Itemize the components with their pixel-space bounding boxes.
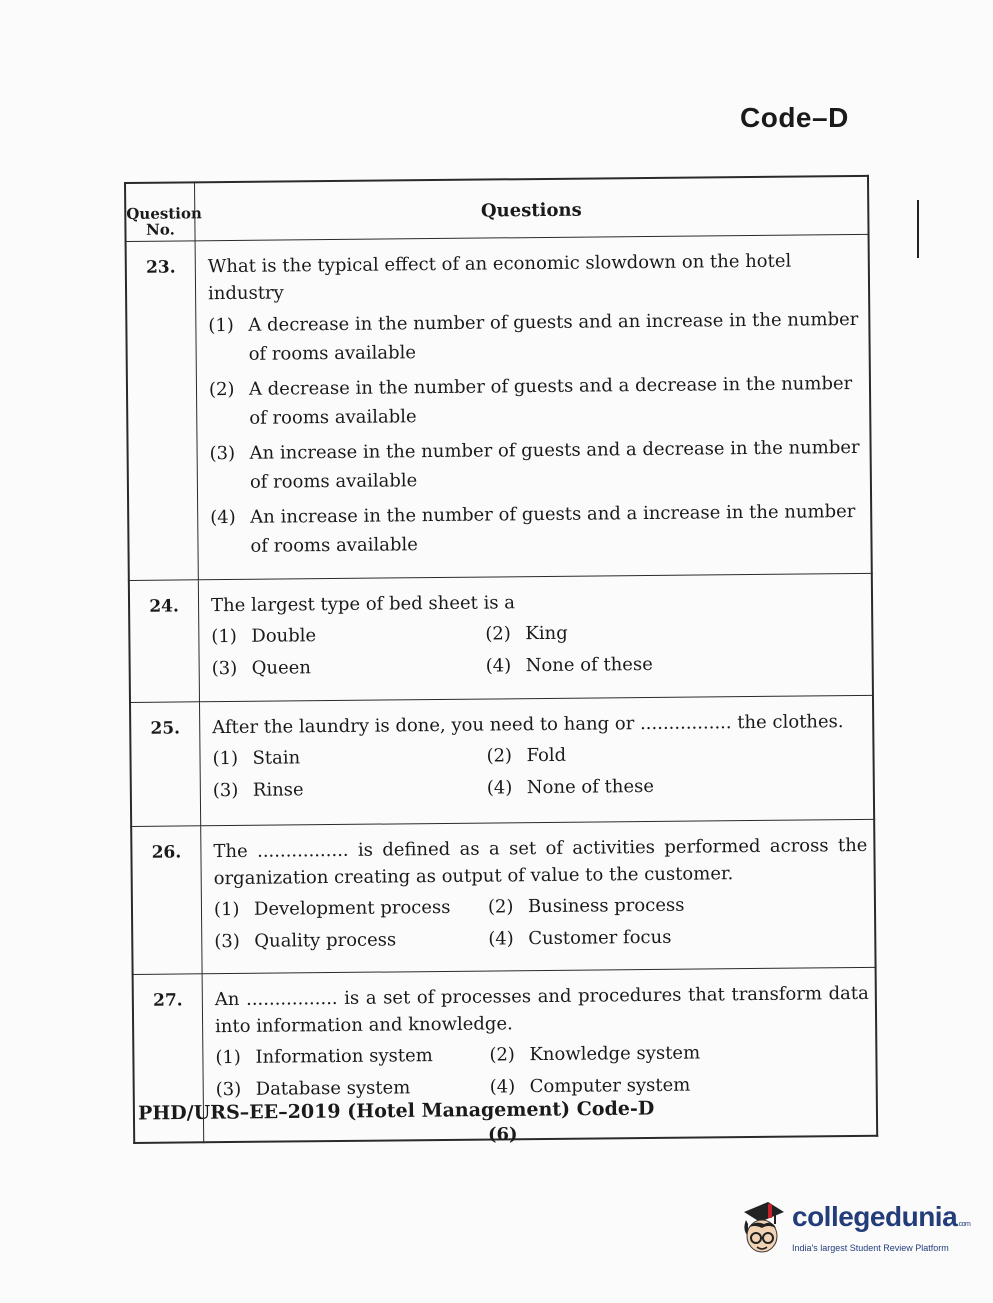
question-sheet: [124, 175, 878, 1102]
option-number: (3): [209, 442, 236, 465]
question-stem: What is the typical effect of an economic slowdown on the hotel industry: [207, 250, 792, 305]
question-row-24: [129, 573, 873, 702]
margin-mark: [917, 200, 919, 258]
option-2: [489, 1038, 869, 1069]
option-4: [488, 922, 868, 953]
question-row-23: [126, 234, 872, 580]
option-2: [486, 739, 866, 770]
option-number: (4): [488, 928, 514, 950]
option-2: [209, 369, 864, 433]
option-text: Customer focus: [528, 926, 672, 950]
option-text: Knowledge system: [529, 1042, 701, 1066]
option-text: A decrease in the number of guests and an increase in the number of rooms available: [248, 308, 859, 365]
option-text: Double: [251, 625, 317, 647]
question-number: 23.: [126, 241, 199, 581]
paper-code: Code–D: [740, 102, 849, 133]
option-number: (1): [208, 314, 234, 337]
options-grid: [211, 617, 866, 682]
option-text: Quality process: [254, 929, 397, 952]
options-grid: [215, 1038, 870, 1103]
question-body: [198, 573, 873, 701]
option-number: (2): [208, 378, 235, 401]
question-row-26: [131, 819, 875, 974]
question-number: 26.: [131, 826, 202, 975]
option-text: Development process: [253, 896, 451, 920]
option-number: (2): [487, 896, 514, 918]
options-grid: [214, 890, 869, 955]
option-number: (4): [210, 506, 236, 529]
page-number: (6): [488, 1124, 518, 1145]
option-1: [215, 1042, 489, 1072]
option-4: [490, 1070, 870, 1101]
logo-tagline: India's largest Student Review Platform: [792, 1242, 949, 1253]
option-text: Information system: [255, 1045, 433, 1068]
option-1: [212, 743, 486, 773]
option-number: (3): [212, 779, 239, 802]
option-1: [214, 894, 488, 924]
footer-title: PHD/URS–EE–2019 (Hotel Management) Code-D: [137, 1097, 655, 1125]
question-table: [124, 175, 878, 1144]
question-stem: The ................ is defined as a set of activities performed across the organization creating as output of value to the customer.: [213, 834, 868, 890]
logo-name: collegedunia: [792, 1200, 958, 1232]
option-3: [213, 775, 487, 805]
option-text: Stain: [252, 747, 301, 769]
question-number: 24.: [129, 580, 200, 703]
option-4: [486, 649, 866, 680]
column-header-questions: Questions: [195, 176, 869, 241]
question-body: [201, 819, 876, 973]
question-stem: After the laundry is done, you need to hang or ................ the clothes.: [212, 711, 844, 739]
option-number: (2): [485, 623, 511, 645]
option-number: (1): [213, 898, 240, 921]
question-number: 27.: [133, 974, 204, 1143]
question-stem: The largest type of bed sheet is a: [210, 592, 516, 617]
option-number: (1): [211, 625, 237, 648]
collegedunia-logo: [738, 1196, 970, 1258]
option-text: Business process: [527, 894, 685, 918]
options-grid: [212, 739, 867, 804]
logo-suffix: .com: [957, 1220, 971, 1228]
option-text: Computer system: [529, 1074, 691, 1098]
option-number: (1): [215, 1046, 242, 1069]
question-body: [195, 234, 872, 579]
option-text: Database system: [255, 1077, 411, 1100]
option-1: [208, 305, 863, 369]
column-header-question-no: Question No.: [125, 182, 195, 241]
option-text: An increase in the number of guests and a decrease in the number of rooms available: [249, 436, 860, 493]
option-text: None of these: [525, 653, 653, 677]
option-text: A decrease in the number of guests and a decrease in the number of rooms available: [248, 373, 853, 429]
option-3: [214, 926, 488, 956]
option-3: [209, 433, 864, 497]
question-body: [199, 695, 874, 825]
option-number: (3): [211, 657, 238, 680]
option-text: King: [525, 622, 568, 645]
question-stem: An ................ is a set of processes and procedures that transform data into information and knowledge.: [214, 982, 869, 1038]
question-number: 25.: [130, 702, 201, 827]
option-number: (2): [489, 1044, 515, 1066]
option-1: [211, 621, 485, 651]
option-2: [485, 617, 865, 648]
option-number: (3): [214, 930, 240, 953]
mascot-icon: [738, 1196, 786, 1258]
option-4: [487, 771, 867, 802]
option-text: Rinse: [252, 779, 304, 801]
option-number: (4): [486, 777, 513, 799]
option-text: Fold: [526, 744, 567, 767]
logo-word: [792, 1202, 970, 1240]
option-number: (3): [215, 1078, 242, 1101]
question-row-25: [130, 695, 874, 826]
option-text: None of these: [526, 775, 655, 799]
option-number: (4): [485, 655, 512, 677]
option-number: (4): [489, 1076, 516, 1098]
option-text: An increase in the number of guests and a increase in the number of rooms available: [250, 500, 856, 557]
option-number: (1): [212, 747, 239, 770]
option-number: (2): [486, 745, 513, 767]
option-2: [488, 890, 868, 921]
option-text: Queen: [251, 657, 312, 679]
option-4: [210, 497, 865, 561]
option-3: [212, 653, 486, 683]
